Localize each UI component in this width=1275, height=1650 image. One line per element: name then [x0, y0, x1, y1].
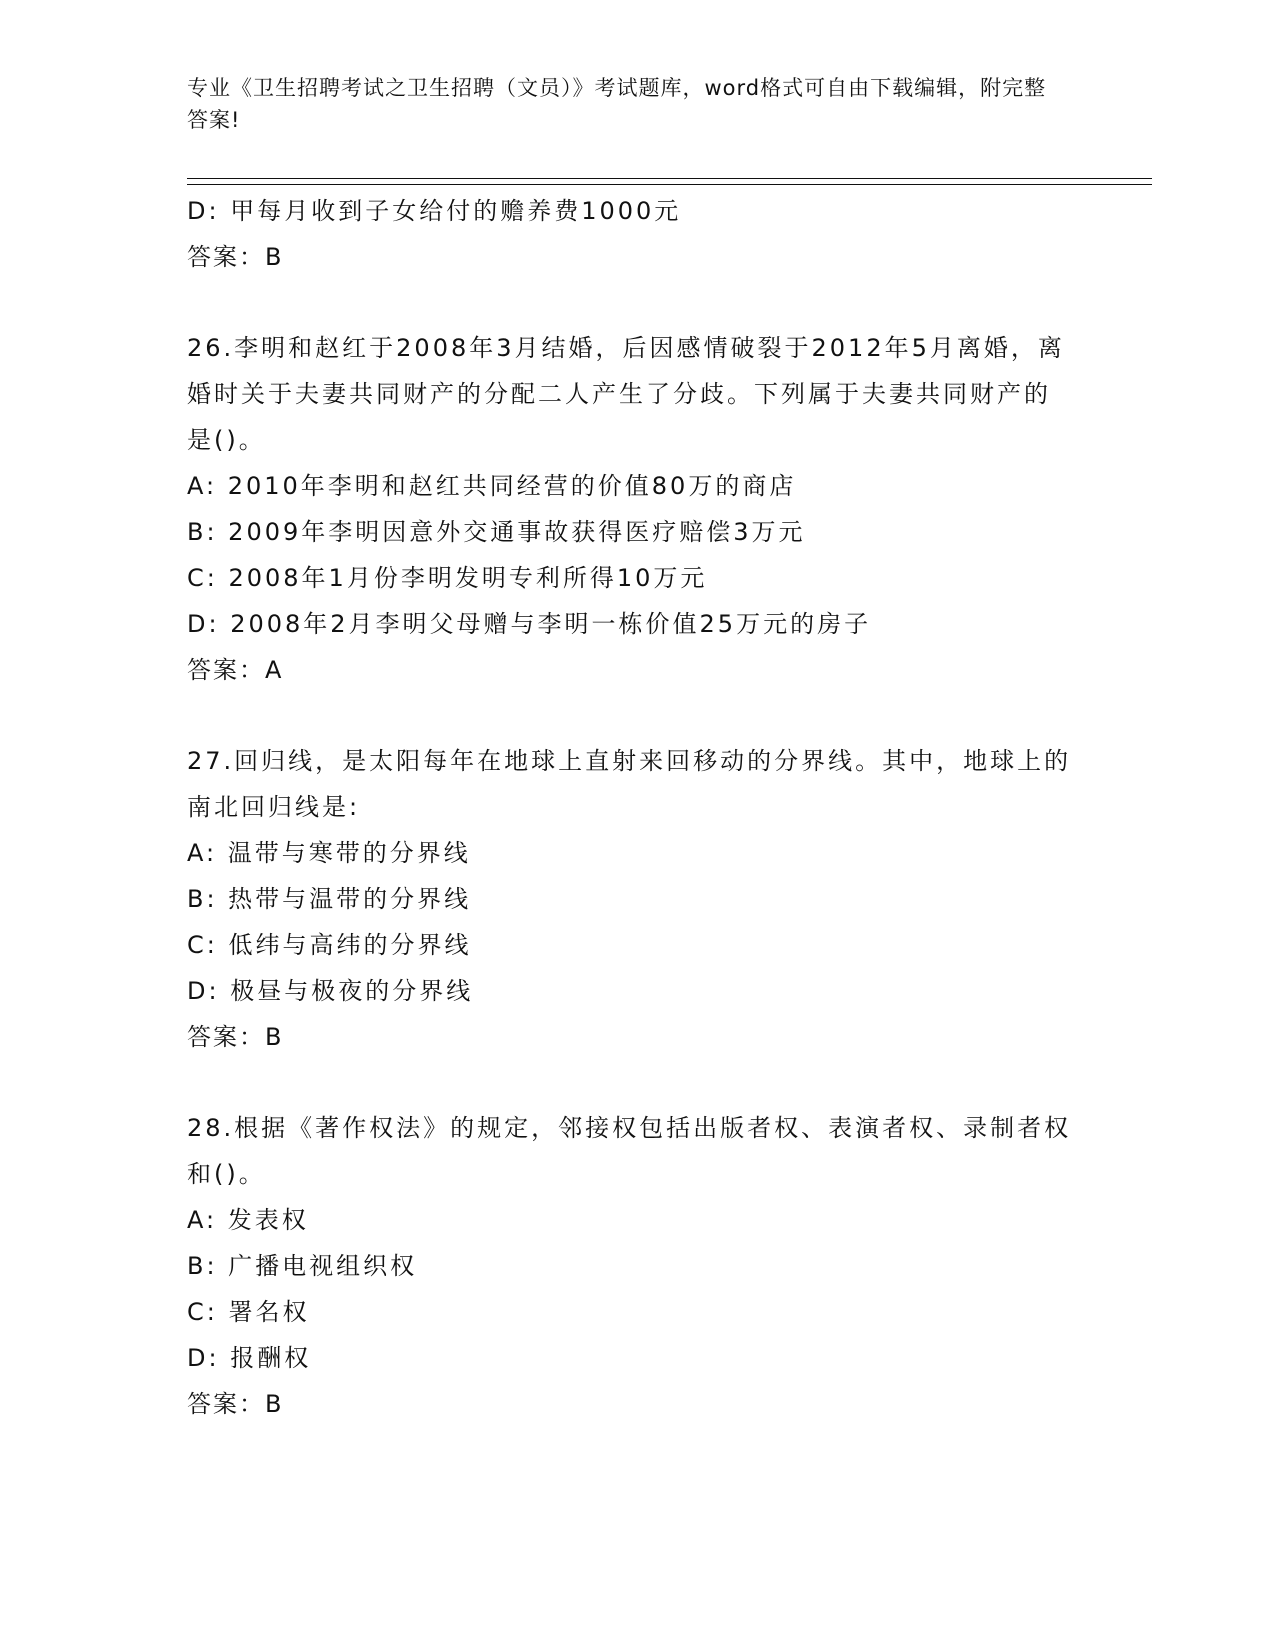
- question-stem: 28.根据《著作权法》的规定，邻接权包括出版者权、表演者权、录制者权和()。: [187, 1114, 1072, 1188]
- option-d: D: 甲每月收到子女给付的赡养费1000元: [187, 197, 682, 225]
- answer-line: 答案：B: [187, 1023, 284, 1051]
- question-stem: 26.李明和赵红于2008年3月结婚，后因感情破裂于2012年5月离婚，离婚时关于夫妻共同财产的分配二人产生了分歧。下列属于夫妻共同财产的是()。: [187, 334, 1065, 454]
- option-d: D: 报酬权: [187, 1344, 312, 1372]
- answer-line: 答案：B: [187, 243, 284, 271]
- option-c: C: 署名权: [187, 1298, 310, 1326]
- header-divider: [187, 178, 1152, 185]
- option-a: A: 发表权: [187, 1206, 309, 1234]
- question-stem: 27.回归线，是太阳每年在地球上直射来回移动的分界线。其中，地球上的南北回归线是:: [187, 747, 1072, 821]
- option-b: B: 热带与温带的分界线: [187, 885, 472, 913]
- answer-line: 答案：B: [187, 1390, 284, 1418]
- option-d: D: 极昼与极夜的分界线: [187, 977, 474, 1005]
- option-a: A: 温带与寒带的分界线: [187, 839, 471, 867]
- question-27: [187, 738, 1087, 1060]
- option-c: C: 低纬与高纬的分界线: [187, 931, 472, 959]
- option-b: B: 广播电视组织权: [187, 1252, 418, 1280]
- option-a: A: 2010年李明和赵红共同经营的价值80万的商店: [187, 472, 797, 500]
- question-26: [187, 325, 1087, 693]
- document-header: 专业《卫生招聘考试之卫生招聘（文员）》考试题库，word格式可自由下载编辑，附完整答案!: [187, 76, 1047, 132]
- option-b: B: 2009年李明因意外交通事故获得医疗赔偿3万元: [187, 518, 806, 546]
- option-c: C: 2008年1月份李明发明专利所得10万元: [187, 564, 708, 592]
- answer-line: 答案：A: [187, 656, 284, 684]
- option-d: D: 2008年2月李明父母赠与李明一栋价值25万元的房子: [187, 610, 872, 638]
- spacer: [187, 693, 1087, 738]
- spacer: [187, 1060, 1087, 1105]
- document-body: [187, 188, 1087, 1427]
- spacer: [187, 280, 1087, 325]
- question-28: [187, 1105, 1087, 1427]
